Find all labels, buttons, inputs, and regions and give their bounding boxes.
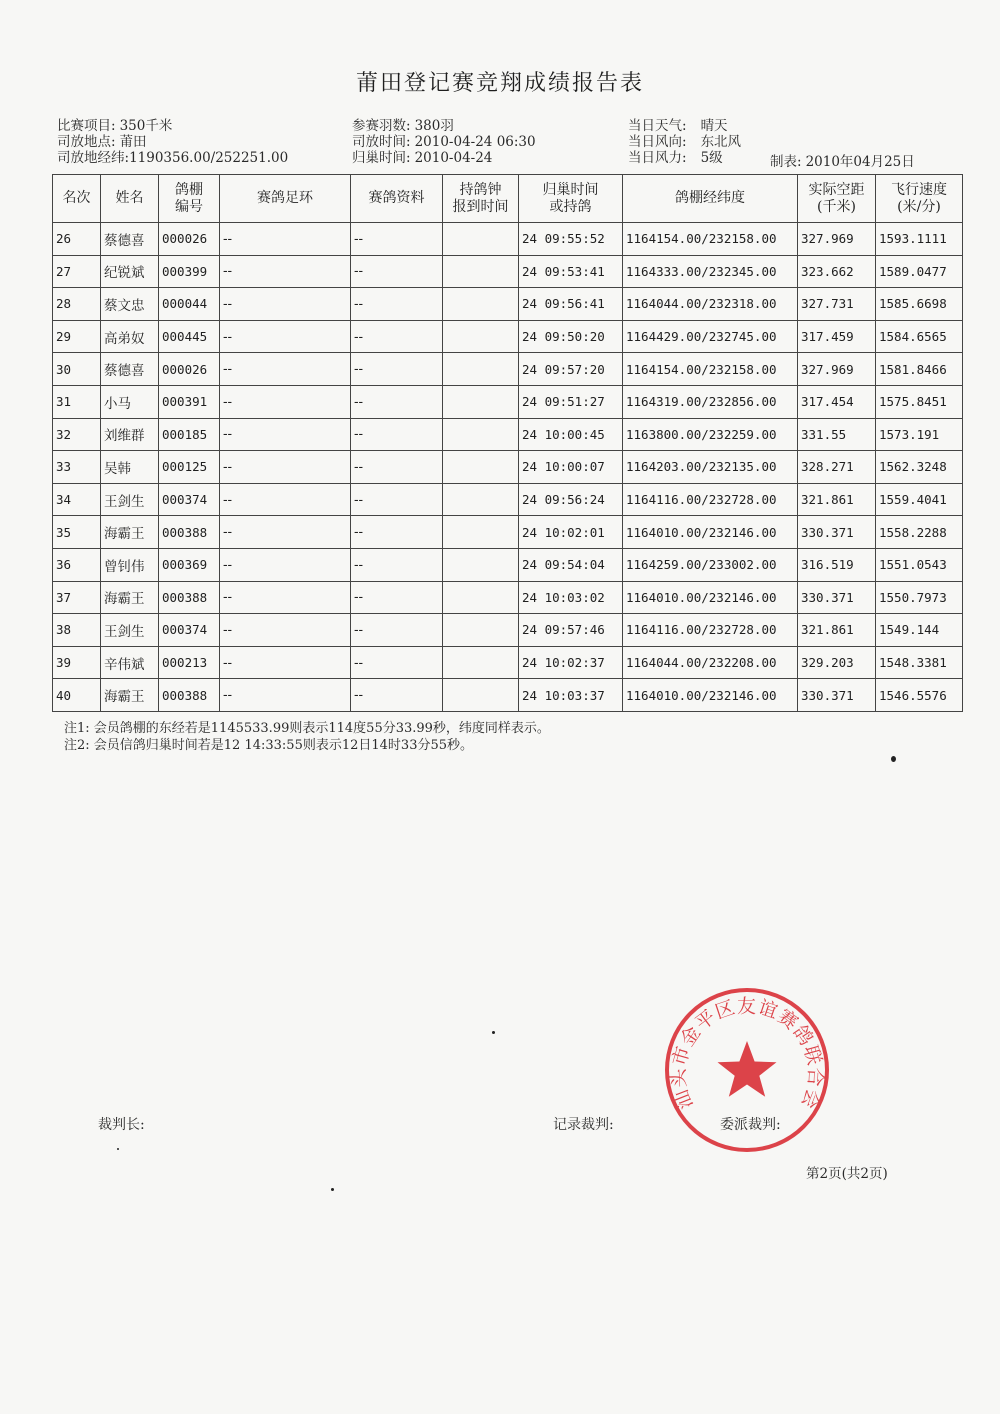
name-cell: 吴韩 — [101, 451, 159, 484]
bird-info-cell: -- — [351, 418, 443, 451]
name-cell: 海霸王 — [101, 581, 159, 614]
name-cell: 辛伟斌 — [101, 646, 159, 679]
ring-cell: -- — [220, 581, 351, 614]
return-time-cell: 24 09:57:46 — [519, 614, 623, 647]
name-cell: 海霸王 — [101, 516, 159, 549]
wind-force-label: 当日风力: — [628, 150, 687, 166]
release-coords-label: 司放地经纬: — [57, 150, 130, 166]
loft-id-cell: 000399 — [159, 255, 220, 288]
clock-time-cell — [443, 288, 519, 321]
table-row — [53, 646, 963, 679]
note-1: 注1: 会员鸽棚的东经若是1145533.99则表示114度55分33.99秒，纬度同样表示。 — [64, 721, 550, 736]
bird-info-cell: -- — [351, 320, 443, 353]
clock-time-cell — [443, 614, 519, 647]
coords-cell: 1164010.00/232146.00 — [623, 581, 798, 614]
rank-cell: 39 — [53, 646, 101, 679]
release-coords-value: 1190356.00/252251.00 — [129, 150, 289, 166]
rank-cell: 36 — [53, 548, 101, 581]
return-time-cell: 24 09:56:41 — [519, 288, 623, 321]
loft-id-cell: 000026 — [159, 353, 220, 386]
bird-info-cell: -- — [351, 288, 443, 321]
distance-cell: 316.519 — [798, 548, 876, 581]
table-row — [53, 581, 963, 614]
name-cell: 蔡德喜 — [101, 223, 159, 256]
speed-cell: 1573.191 — [876, 418, 963, 451]
name-cell: 王剑生 — [101, 483, 159, 516]
speed-cell: 1546.5576 — [876, 679, 963, 712]
coords-cell: 1164333.00/232345.00 — [623, 255, 798, 288]
coords-cell: 1164259.00/233002.00 — [623, 548, 798, 581]
bird-info-cell: -- — [351, 385, 443, 418]
rank-cell: 32 — [53, 418, 101, 451]
return-time-cell: 24 09:53:41 — [519, 255, 623, 288]
return-time-cell: 24 10:02:01 — [519, 516, 623, 549]
column-header: 飞行速度 (米/分) — [876, 175, 963, 223]
loft-id-cell: 000445 — [159, 320, 220, 353]
table-header-row — [53, 175, 963, 223]
speed-cell: 1584.6565 — [876, 320, 963, 353]
note-2: 注2: 会员信鸽归巢时间若是12 14:33:55则表示12日14时33分55秒。 — [64, 738, 474, 753]
speed-cell: 1558.2288 — [876, 516, 963, 549]
distance-cell: 323.662 — [798, 255, 876, 288]
loft-id-cell: 000369 — [159, 548, 220, 581]
name-cell: 高弟奴 — [101, 320, 159, 353]
table-row — [53, 255, 963, 288]
recording-judge-signature: 记录裁判: — [553, 1117, 614, 1133]
return-time-cell: 24 10:02:37 — [519, 646, 623, 679]
speed-cell: 1585.6698 — [876, 288, 963, 321]
loft-id-cell: 000388 — [159, 516, 220, 549]
name-cell: 纪锐斌 — [101, 255, 159, 288]
rank-cell: 33 — [53, 451, 101, 484]
name-cell: 曾钊伟 — [101, 548, 159, 581]
speed-cell: 1575.8451 — [876, 385, 963, 418]
clock-time-cell — [443, 385, 519, 418]
table-row — [53, 320, 963, 353]
bird-info-cell: -- — [351, 516, 443, 549]
distance-cell: 321.861 — [798, 483, 876, 516]
column-header: 实际空距 (千米) — [798, 175, 876, 223]
ring-cell: -- — [220, 353, 351, 386]
table-body — [53, 223, 963, 712]
bird-info-cell: -- — [351, 255, 443, 288]
wind-dir-label: 当日风向: — [628, 134, 687, 150]
distance-cell: 317.454 — [798, 385, 876, 418]
column-header: 鸽棚经纬度 — [623, 175, 798, 223]
speed-cell: 1593.1111 — [876, 223, 963, 256]
coords-cell: 1164116.00/232728.00 — [623, 483, 798, 516]
loft-id-cell: 000388 — [159, 581, 220, 614]
clock-time-cell — [443, 483, 519, 516]
rank-cell: 28 — [53, 288, 101, 321]
table-row — [53, 548, 963, 581]
clock-time-cell — [443, 418, 519, 451]
loft-id-cell: 000213 — [159, 646, 220, 679]
bird-info-cell: -- — [351, 679, 443, 712]
bird-info-cell: -- — [351, 451, 443, 484]
bird-info-cell: -- — [351, 353, 443, 386]
name-cell: 海霸王 — [101, 679, 159, 712]
return-time-cell: 24 09:57:20 — [519, 353, 623, 386]
coords-cell: 1163800.00/232259.00 — [623, 418, 798, 451]
info-column-time — [352, 118, 536, 166]
table-row — [53, 679, 963, 712]
clock-time-cell — [443, 223, 519, 256]
ring-cell: -- — [220, 483, 351, 516]
distance-cell: 331.55 — [798, 418, 876, 451]
column-header: 归巢时间 或持鸽 — [519, 175, 623, 223]
rank-cell: 40 — [53, 679, 101, 712]
table-row — [53, 418, 963, 451]
release-place-label: 司放地点: — [57, 134, 116, 150]
info-column-race — [57, 118, 288, 166]
name-cell: 刘维群 — [101, 418, 159, 451]
bird-info-cell: -- — [351, 646, 443, 679]
wind-force-value: 5级 — [700, 150, 723, 166]
ring-cell: -- — [220, 288, 351, 321]
loft-id-cell: 000388 — [159, 679, 220, 712]
ring-cell: -- — [220, 614, 351, 647]
speed-cell: 1559.4041 — [876, 483, 963, 516]
clock-time-cell — [443, 320, 519, 353]
return-time-cell: 24 09:56:24 — [519, 483, 623, 516]
distance-cell: 317.459 — [798, 320, 876, 353]
distance-cell: 321.861 — [798, 614, 876, 647]
clock-time-cell — [443, 679, 519, 712]
return-time-cell: 24 10:03:02 — [519, 581, 623, 614]
bird-info-cell: -- — [351, 548, 443, 581]
rank-cell: 26 — [53, 223, 101, 256]
release-time-label: 司放时间: — [352, 134, 411, 150]
ring-cell: -- — [220, 418, 351, 451]
bird-info-cell: -- — [351, 483, 443, 516]
ring-cell: -- — [220, 320, 351, 353]
table-row — [53, 223, 963, 256]
weather-label: 当日天气: — [628, 118, 687, 134]
return-time-cell: 24 09:55:52 — [519, 223, 623, 256]
loft-id-cell: 000026 — [159, 223, 220, 256]
scan-speck — [331, 1188, 334, 1191]
return-time-value: 2010-04-24 — [414, 150, 493, 166]
distance-cell: 327.969 — [798, 223, 876, 256]
column-header: 名次 — [53, 175, 101, 223]
coords-cell: 1164154.00/232158.00 — [623, 223, 798, 256]
clock-time-cell — [443, 516, 519, 549]
speed-cell: 1551.0543 — [876, 548, 963, 581]
rank-cell: 37 — [53, 581, 101, 614]
official-seal — [662, 985, 832, 1155]
rank-cell: 27 — [53, 255, 101, 288]
rank-cell: 29 — [53, 320, 101, 353]
table-row — [53, 288, 963, 321]
return-time-cell: 24 09:50:20 — [519, 320, 623, 353]
clock-time-cell — [443, 353, 519, 386]
speed-cell: 1589.0477 — [876, 255, 963, 288]
ring-cell: -- — [220, 548, 351, 581]
table-row — [53, 483, 963, 516]
coords-cell: 1164429.00/232745.00 — [623, 320, 798, 353]
clock-time-cell — [443, 581, 519, 614]
speed-cell: 1581.8466 — [876, 353, 963, 386]
table-row — [53, 516, 963, 549]
distance-cell: 327.969 — [798, 353, 876, 386]
page-number: 第2页(共2页) — [806, 1166, 888, 1182]
chief-judge-signature: 裁判长: — [98, 1117, 145, 1133]
ring-cell: -- — [220, 385, 351, 418]
loft-id-cell: 000185 — [159, 418, 220, 451]
return-time-cell: 24 10:00:45 — [519, 418, 623, 451]
distance-cell: 330.371 — [798, 516, 876, 549]
seal-text: 汕头市金平区友谊赛鸽联合会 — [667, 995, 827, 1113]
return-time-cell: 24 10:00:07 — [519, 451, 623, 484]
rank-cell: 35 — [53, 516, 101, 549]
scan-speck — [117, 1148, 119, 1150]
clock-time-cell — [443, 451, 519, 484]
ring-cell: -- — [220, 679, 351, 712]
loft-id-cell: 000044 — [159, 288, 220, 321]
loft-id-cell: 000125 — [159, 451, 220, 484]
speed-cell: 1562.3248 — [876, 451, 963, 484]
return-time-cell: 24 09:51:27 — [519, 385, 623, 418]
name-cell: 蔡德喜 — [101, 353, 159, 386]
coords-cell: 1164116.00/232728.00 — [623, 614, 798, 647]
ring-cell: -- — [220, 646, 351, 679]
coords-cell: 1164010.00/232146.00 — [623, 679, 798, 712]
rank-cell: 34 — [53, 483, 101, 516]
distance-cell: 327.731 — [798, 288, 876, 321]
maker-label: 制表: — [770, 154, 802, 170]
rank-cell: 38 — [53, 614, 101, 647]
race-item-value: 350千米 — [119, 118, 173, 134]
report-title: 莆田登记赛竞翔成绩报告表 — [355, 71, 644, 96]
coords-cell: 1164044.00/232208.00 — [623, 646, 798, 679]
bird-info-cell: -- — [351, 223, 443, 256]
distance-cell: 328.271 — [798, 451, 876, 484]
ring-cell: -- — [220, 255, 351, 288]
column-header: 赛鸽足环 — [220, 175, 351, 223]
results-table — [52, 174, 963, 712]
speed-cell: 1548.3381 — [876, 646, 963, 679]
coords-cell: 1164010.00/232146.00 — [623, 516, 798, 549]
release-place-value: 莆田 — [119, 134, 147, 150]
speed-cell: 1550.7973 — [876, 581, 963, 614]
race-item-label: 比赛项目: — [57, 118, 116, 134]
scan-speck — [492, 1031, 495, 1034]
bird-info-cell: -- — [351, 614, 443, 647]
birds-value: 380羽 — [414, 118, 454, 134]
release-time-value: 2010-04-24 06:30 — [414, 134, 536, 150]
distance-cell: 330.371 — [798, 679, 876, 712]
name-cell: 小马 — [101, 385, 159, 418]
rank-cell: 31 — [53, 385, 101, 418]
wind-dir-value: 东北风 — [700, 134, 742, 150]
return-time-cell: 24 09:54:04 — [519, 548, 623, 581]
name-cell: 王剑生 — [101, 614, 159, 647]
clock-time-cell — [443, 255, 519, 288]
appointed-judge-signature: 委派裁判: — [720, 1117, 781, 1133]
ring-cell: -- — [220, 516, 351, 549]
info-column-weather — [628, 118, 741, 166]
maker-date: 2010年04月25日 — [805, 154, 915, 170]
coords-cell: 1164044.00/232318.00 — [623, 288, 798, 321]
maker-info — [770, 150, 915, 170]
notes — [64, 720, 550, 754]
clock-time-cell — [443, 548, 519, 581]
ring-cell: -- — [220, 223, 351, 256]
table-row — [53, 614, 963, 647]
return-time-label: 归巢时间: — [352, 150, 411, 166]
column-header: 赛鸽资料 — [351, 175, 443, 223]
table-row — [53, 385, 963, 418]
distance-cell: 330.371 — [798, 581, 876, 614]
distance-cell: 329.203 — [798, 646, 876, 679]
loft-id-cell: 000374 — [159, 483, 220, 516]
loft-id-cell: 000374 — [159, 614, 220, 647]
bird-info-cell: -- — [351, 581, 443, 614]
coords-cell: 1164154.00/232158.00 — [623, 353, 798, 386]
table-row — [53, 451, 963, 484]
birds-label: 参赛羽数: — [352, 118, 411, 134]
column-header: 鸽棚 编号 — [159, 175, 220, 223]
table-row — [53, 353, 963, 386]
coords-cell: 1164203.00/232135.00 — [623, 451, 798, 484]
ring-cell: -- — [220, 451, 351, 484]
scan-speck — [891, 756, 896, 762]
name-cell: 蔡文忠 — [101, 288, 159, 321]
return-time-cell: 24 10:03:37 — [519, 679, 623, 712]
seal-star-icon — [718, 1041, 777, 1097]
column-header: 持鸽钟 报到时间 — [443, 175, 519, 223]
weather-value: 晴天 — [700, 118, 728, 134]
column-header: 姓名 — [101, 175, 159, 223]
speed-cell: 1549.144 — [876, 614, 963, 647]
clock-time-cell — [443, 646, 519, 679]
coords-cell: 1164319.00/232856.00 — [623, 385, 798, 418]
rank-cell: 30 — [53, 353, 101, 386]
loft-id-cell: 000391 — [159, 385, 220, 418]
